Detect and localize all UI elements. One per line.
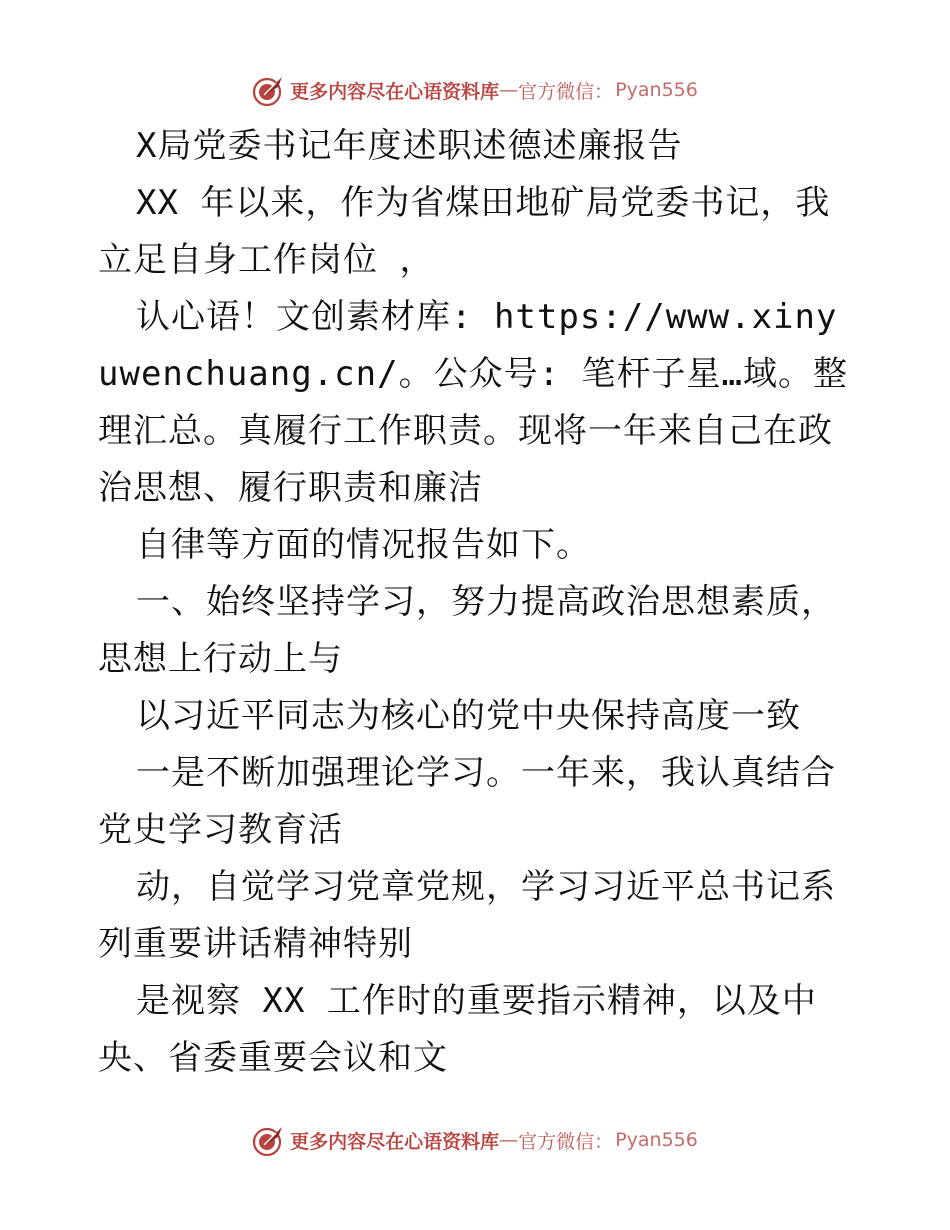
quill-logo-icon bbox=[252, 1123, 286, 1157]
header-banner bbox=[0, 70, 950, 110]
document-body bbox=[98, 118, 858, 1087]
banner-main-text: 更多内容尽在心语资料库 bbox=[290, 80, 500, 103]
banner-dash: — bbox=[499, 79, 519, 101]
document-title: X局党委书记年度述职述德述廉报告 bbox=[136, 126, 683, 166]
banner-wechat-label: 官方微信： bbox=[518, 1130, 614, 1153]
section-heading: 一、始终坚持学习，努力提高政治思想素质，思想上行动上与 bbox=[98, 582, 836, 679]
banner-dash: — bbox=[499, 1129, 519, 1151]
paragraph: 以习近平同志为核心的党中央保持高度一致 bbox=[136, 696, 801, 736]
banner-wechat-id: Pyan556 bbox=[615, 1129, 698, 1151]
banner-main-text: 更多内容尽在心语资料库 bbox=[290, 1130, 500, 1153]
paragraph: 认心语！文创素材库: https://www.xinyuwenchuang.cn/。公众号: 笔杆子星…域。整理汇总。真履行工作职责。现将一年来自己在政治思想、履行职责和廉洁 bbox=[98, 297, 848, 508]
footer-banner bbox=[0, 1120, 950, 1160]
paragraph: 一是不断加强理论学习。一年来，我认真结合党史学习教育活 bbox=[98, 753, 836, 850]
quill-logo-icon bbox=[252, 73, 286, 107]
paragraph: 动，自觉学习党章党规，学习习近平总书记系列重要讲话精神特别 bbox=[98, 867, 836, 964]
banner-wechat-id: Pyan556 bbox=[615, 79, 698, 101]
paragraph: XX 年以来，作为省煤田地矿局党委书记，我立足自身工作岗位 ， bbox=[98, 183, 831, 280]
banner-wechat-label: 官方微信： bbox=[518, 80, 614, 103]
paragraph: 是视察 XX 工作时的重要指示精神，以及中央、省委重要会议和文 bbox=[98, 981, 817, 1078]
paragraph: 自律等方面的情况报告如下。 bbox=[136, 525, 591, 565]
